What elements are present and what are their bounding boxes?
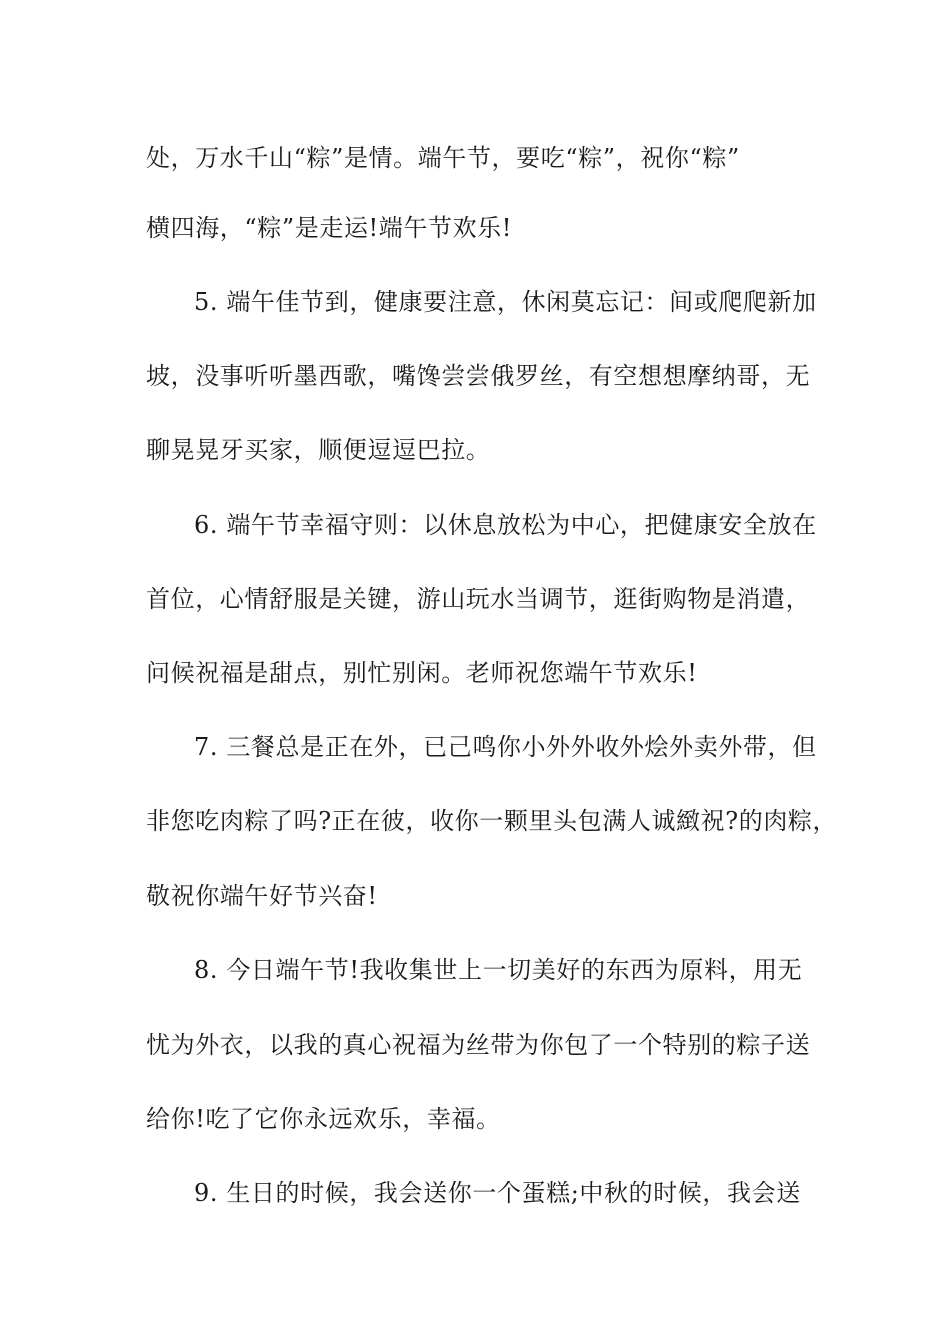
text-line: 非您吃肉粽了吗?正在彼，收你一颗里头包满人诚緻祝?的肉粽， bbox=[146, 807, 838, 835]
list-item-7-line: 7. 三餐总是正在外，已己鸣你小外外收外烩外卖外带，但 bbox=[194, 733, 817, 761]
text-line: 处，万水千山“粽”是情。端午节，要吃“粽”，祝你“粽” bbox=[146, 144, 740, 172]
text-line: 横四海，“粽”是走运!端午节欢乐! bbox=[146, 214, 513, 242]
text-line: 忧为外衣，以我的真心祝福为丝带为你包了一个特别的粽子送 bbox=[146, 1031, 811, 1059]
text-line: 聊晃晃牙买家，顺便逗逗巴拉。 bbox=[146, 436, 491, 464]
text-line: 敬祝你端午好节兴奋! bbox=[146, 882, 378, 910]
list-item-5-line: 5. 端午佳节到，健康要注意，休闲莫忘记：间或爬爬新加 bbox=[194, 288, 817, 316]
list-item-6-line: 6. 端午节幸福守则：以休息放松为中心，把健康安全放在 bbox=[194, 511, 817, 539]
text-line: 首位，心情舒服是关键，游山玩水当调节，逛街购物是消遣， bbox=[146, 585, 811, 613]
text-line: 给你!吃了它你永远欢乐，幸福。 bbox=[146, 1105, 501, 1133]
list-item-9-line: 9. 生日的时候，我会送你一个蛋糕;中秋的时候，我会送 bbox=[194, 1179, 801, 1207]
list-item-8-line: 8. 今日端午节!我收集世上一切美好的东西为原料，用无 bbox=[194, 956, 803, 984]
text-line: 问候祝福是甜点，别忙别闲。老师祝您端午节欢乐! bbox=[146, 659, 698, 687]
text-line: 坡，没事听听墨西歌，嘴馋尝尝俄罗丝，有空想想摩纳哥，无 bbox=[146, 362, 811, 390]
